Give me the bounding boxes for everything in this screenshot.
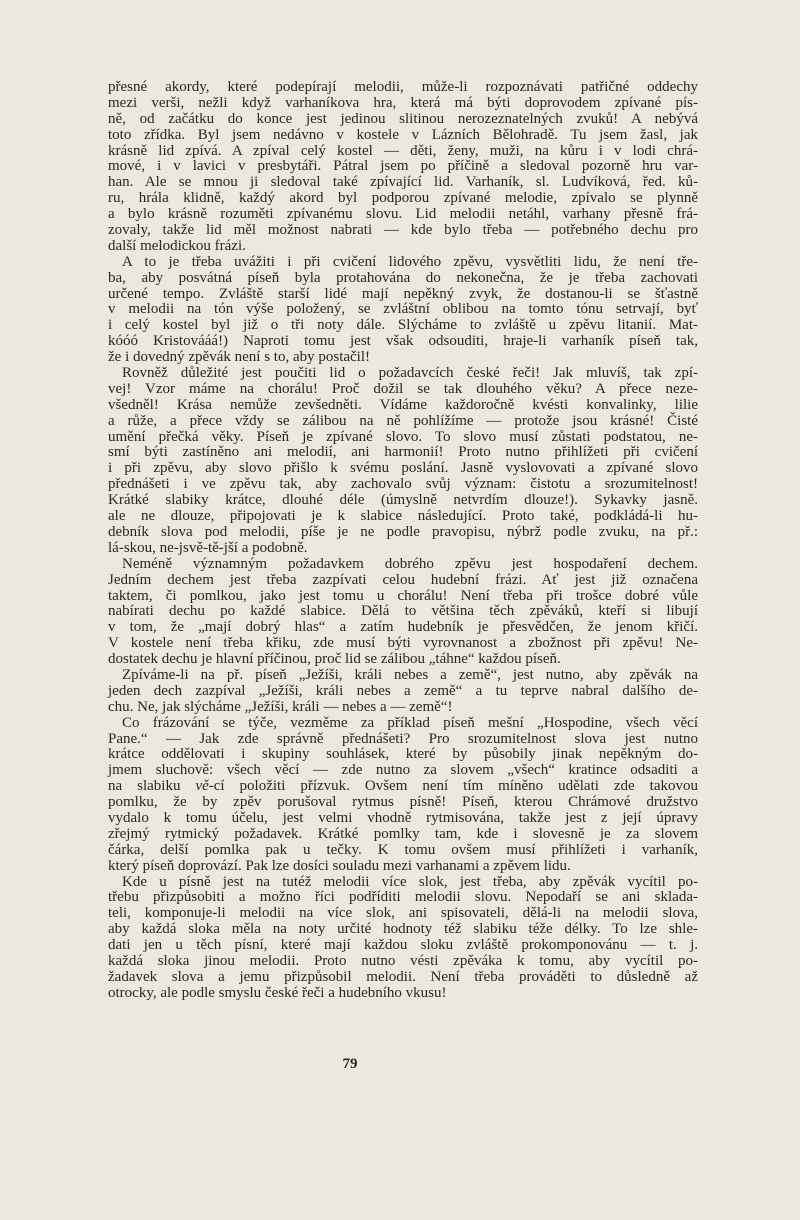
text-line (108, 128, 698, 144)
line-text: dati jen u těch písní, které mají každou sloku zvláště prokomponovánu — t. j. (108, 937, 698, 954)
text-line (108, 223, 698, 239)
text-line (108, 445, 698, 461)
text-line (108, 255, 698, 271)
text-line (108, 938, 698, 954)
text-line (108, 620, 698, 636)
line-text: Jedním dechem jest třeba zazpívati celou hudební frázi. Ať jest již označena (108, 571, 698, 588)
line-text: v tom, že „mají dobrý hlas“ a zatím hudebník je přesvědčen, že jenom křičí. (108, 619, 698, 636)
line-text: teli, komponuje-li melodii na více slok, ani spisovateli, dělá-li na melodii slova, (108, 905, 698, 922)
text-line (108, 684, 698, 700)
line-text: a růže, a přece vždy se zálibou na ně pohlížíme — protože jsou krásné! Čisté (108, 412, 698, 429)
line-text: Krátké slabiky krátce, dlouhé déle (úmyslně netvrdím dlouze!). Sykavky jasně. (108, 492, 698, 509)
text-line (108, 906, 698, 922)
line-text: jeden dech zazpíval „Ježíši, králi nebes a země“ a tu teprve nabral dalšího de- (108, 682, 698, 699)
text-line (108, 191, 698, 207)
line-text: Rovněž důležité jest poučiti lid o požadavcích české řeči! Jak mluvíš, tak zpí- (122, 365, 698, 382)
text-line (108, 159, 698, 175)
text-line (108, 970, 698, 986)
line-text: další melodickou frázi. (108, 237, 246, 254)
text-line (108, 573, 698, 589)
line-text: toto zřídka. Byl jsem nedávno v kostele v Lázních Bělohradě. Tu jsem žasl, jak (108, 126, 698, 143)
line-text: zřejmý rytmický požadavek. Krátké pomlky tam, kde i slovesně je za slovem (108, 825, 698, 842)
line-text: mové, i v lavici v presbytáři. Pátral jsem po příčině a sledoval pozorně hru var- (108, 158, 698, 175)
line-text: han. Ale se mnou ji sledoval také zpívající lid. Varhaník, sl. Ludvíková, řed. ků- (108, 174, 698, 191)
text-line (108, 414, 698, 430)
line-text: ru, hrála klidně, každý akord byl podporou zpívané melodie, zpívalo se plynně (108, 190, 698, 207)
line-text: čárka, delší pomlka pak u tečky. K tomu ovšem musí přihlížeti i varhaník, (108, 841, 698, 858)
line-text: který píseň doprovází. Pak lze dosíci souladu mezi varhanami a zpěvem lidu. (108, 857, 571, 874)
text-line (108, 112, 698, 128)
line-text: nabírati dechu po každé slabice. Dělá to většina těch zpěváků, kteří si libují (108, 603, 698, 620)
line-text: že i dovedný zpěvák není s to, aby postačil! (108, 349, 371, 366)
text-line (108, 589, 698, 605)
text-line (108, 509, 698, 525)
line-text: taktem, či pomlkou, jako jest tomu u chorálu! Není třeba při trošce dobré vůle (108, 587, 698, 604)
line-text: lá-skou, ne-jsvě-tě-jší a podobně. (108, 539, 308, 556)
line-text: přesné akordy, které podepírají melodii, může-li rozpoznávati patřičné oddechy (108, 79, 698, 95)
text-line (108, 604, 698, 620)
text-line (108, 318, 698, 334)
line-text: smí býti zastíněno ani melodií, ani harmonií! Proto nutno přihlížeti při cvičení (108, 444, 698, 461)
text-line (108, 461, 698, 477)
line-text: otrocky, ale podle smyslu české řeči a hudebního vkusu! (108, 984, 447, 1001)
text-line (108, 668, 698, 684)
text-line (108, 493, 698, 509)
line-text: umění přečká věky. Píseň je zpívané slovo. To slovo musí zůstati podstatou, ne- (108, 428, 698, 445)
text-line (108, 350, 698, 366)
line-text: Kde u písně jest na tutéž melodii více slok, jest třeba, aby zpěvák vycítil po- (122, 873, 698, 890)
page-number: 79 (342, 1056, 358, 1072)
text-line (108, 890, 698, 906)
line-text: i celý kostel byl již o tři noty dále. Slýcháme to zvláště u zpěvu litanií. Mat- (108, 317, 698, 334)
text-line (108, 827, 698, 843)
line-text: chu. Ne, jak slýcháme „Ježíši, králi — nebes a — země“! (108, 698, 453, 715)
text-line (108, 271, 698, 287)
line-text: ba, aby posvátná píseň byla protahována do nekonečna, že je třeba zachovati (108, 269, 698, 286)
line-text: jmem sluchově: všech věcí — zde nutno za slovem „všech“ kratince odsaditi a (108, 762, 698, 779)
line-text: debník slova pod melodii, píše je ne podle pravopisu, nýbrž podle zvuku, na př.: (108, 523, 698, 540)
line-text: vej! Vzor máme na chorálu! Proč dožil se tak dlouhého věku? A přece neze- (108, 380, 698, 397)
text-line (108, 922, 698, 938)
body-text (108, 80, 698, 1002)
text-line (108, 207, 698, 223)
text-line (108, 366, 698, 382)
text-line (108, 144, 698, 160)
text-line (108, 557, 698, 573)
line-text: všedněl! Krása nemůže zevšedněti. Vídáme každoročně kvésti konvalinky, lilie (108, 396, 698, 413)
line-text: i při zpěvu, aby slovo přišlo k svému poslání. Jasně vyslovovati a zpívané slovo (108, 460, 698, 477)
text-line (108, 747, 698, 763)
text-line (108, 525, 698, 541)
text-line (108, 779, 698, 795)
text-line (108, 96, 698, 112)
line-text: mezi verši, nežli když varhaníkova hra, která má býti doprovodem zpívané pís- (108, 94, 698, 111)
text-line (108, 302, 698, 318)
text-line (108, 700, 698, 716)
text-line (108, 80, 698, 96)
line-text: a bylo krásně rozuměti zpívanému slovu. Lid melodii netáhl, varhany přesně frá- (108, 206, 698, 223)
line-text: kóóó Kristovááá!) Naproti tomu jest však odsouditi, hraje-li varhaník píseň tak, (108, 333, 698, 350)
line-text: krátce oddělovati i skupiny souhlásek, které by působily jinak nepěkným do- (108, 746, 698, 763)
text-line (108, 541, 698, 557)
text-line (108, 843, 698, 859)
line-text: dostatek dechu je hlavní příčinou, proč lid se zálibou „táhne“ každou píseň. (108, 651, 561, 668)
line-text: pomlku, že by zpěv porušoval rytmus písně! Píseň, kterou Chrámové družstvo (108, 794, 698, 811)
text-line (108, 287, 698, 303)
text-line (108, 430, 698, 446)
line-text: Zpíváme-li na př. píseň „Ježíši, králi nebes a země“, jest nutno, aby zpěvák na (122, 666, 698, 683)
text-line (108, 334, 698, 350)
text-line (108, 382, 698, 398)
text-line (108, 636, 698, 652)
text-line (108, 652, 698, 668)
line-text: zovaly, takže lid měl možnost nabrati — kde bylo třeba — potřebného dechu pro (108, 222, 698, 239)
text-line (108, 795, 698, 811)
line-text: A to je třeba uvážiti i při cvičení lidového zpěvu, vysvětliti lidu, že není tře- (122, 253, 698, 270)
line-text: třebu přizpůsobiti a možno říci podříditi melodii slovu. Nepodaří se ani sklada- (108, 889, 698, 906)
line-text: určené tempo. Zvláště starší lidé mají nepěkný zvyk, že dostanou-li se šťastně (108, 285, 698, 302)
line-text: ale ne dlouze, připojovati je k slabice následující. Proto také, podkládá-li hu- (108, 508, 698, 525)
line-text: Co frázování se týče, vezměme za příklad píseň mešní „Hospodine, všech věcí (122, 714, 698, 731)
line-text: v melodii na tón výše položený, se zvláštní oblibou na tomto tónu setrvají, byť (108, 301, 698, 318)
line-text: cí položiti přízvuk. Ovšem není tím míněno udělati zde takovou (213, 778, 698, 795)
text-line (108, 239, 698, 255)
text-line (108, 398, 698, 414)
line-text: Pane.“ — Jak zde správně přednášeti? Pro srozumitelnost slova jest nutno (108, 730, 698, 747)
text-line (108, 859, 698, 875)
line-text: ně, od začátku do konce jest jedinou slitinou nerozeznatelných zvuků! A nebývá (108, 110, 698, 127)
text-line (108, 477, 698, 493)
text-line (108, 811, 698, 827)
text-line (108, 732, 698, 748)
line-text: žadavek slova a jemu přizpůsobil melodii. Není třeba prováděti to důsledně až (108, 968, 698, 985)
line-text: krásně lid zpívá. A zpíval celý kostel — děti, ženy, muži, na kůru i v lodi chrá- (108, 142, 698, 159)
text-line (108, 175, 698, 191)
text-line (108, 763, 698, 779)
italic-text: vě- (195, 778, 214, 795)
text-line (108, 875, 698, 891)
line-text: aby každá sloka měla na noty určité hodnoty též slabiku téže délky. To lze shle- (108, 921, 698, 938)
text-line (108, 954, 698, 970)
line-text: každá sloka jinou melodii. Proto nutno vésti zpěváka k tomu, aby vycítil po- (108, 952, 698, 969)
text-line (108, 716, 698, 732)
line-text: Neméně významným požadavkem dobrého zpěvu jest hospodaření dechem. (122, 555, 698, 572)
line-text: vydalo k tomu účelu, jest velmi vhodně rytmisována, takže jest z její úpravy (108, 809, 698, 826)
text-line (108, 986, 698, 1002)
line-text: na slabiku (108, 778, 196, 795)
line-text: V kostele není třeba křiku, zde musí býti vyrovnanost a zbožnost při zpěvu! Ne- (108, 635, 698, 652)
line-text: přednášeti i ve zpěvu tak, aby zachovalo svůj význam: čistotu a srozumitelnost! (108, 476, 698, 493)
